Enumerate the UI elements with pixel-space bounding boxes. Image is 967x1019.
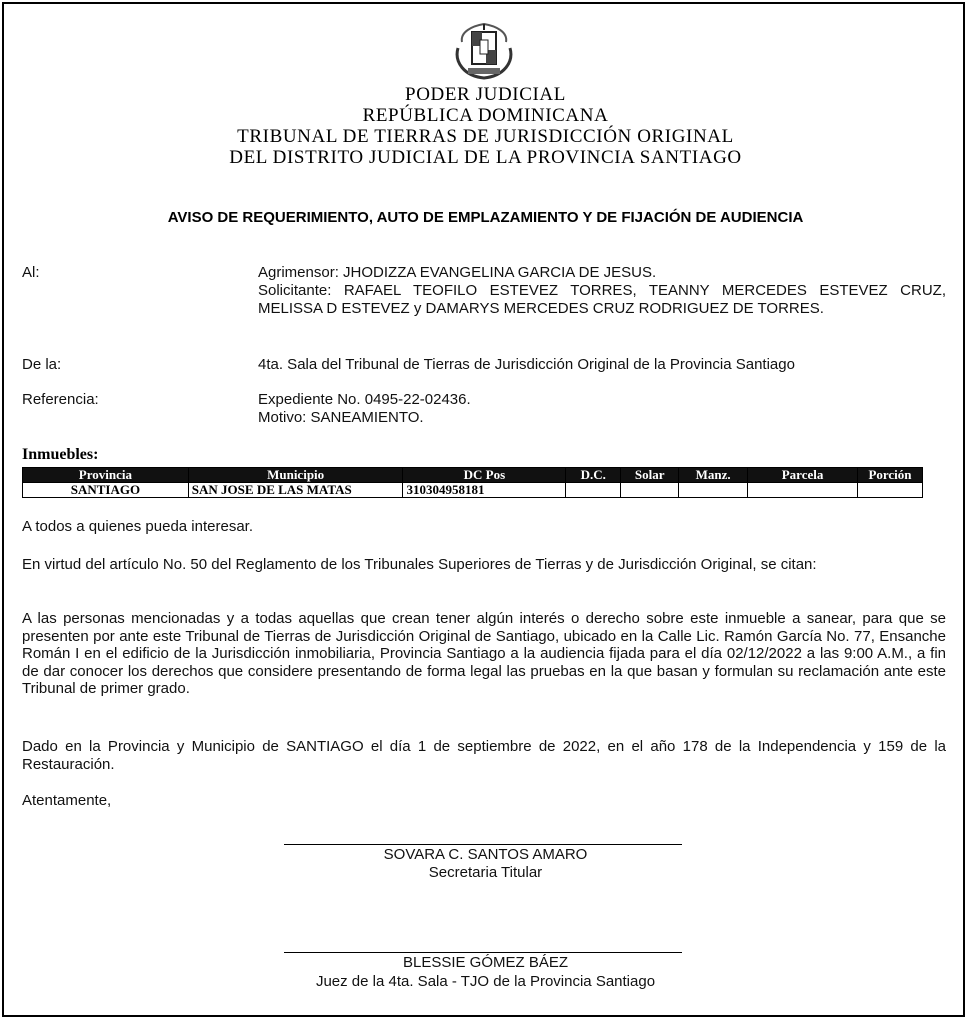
cell-provincia: SANTIAGO xyxy=(23,483,189,498)
cell-parcela xyxy=(748,483,858,498)
column-header: Solar xyxy=(621,468,679,483)
signatory-2-title: Juez de la 4ta. Sala - TJO de la Provincia Santiago xyxy=(315,973,656,990)
motivo: Motivo: SANEAMIENTO. xyxy=(258,409,424,426)
cell-municipio: SAN JOSE DE LAS MATAS xyxy=(188,483,403,498)
dela-value: 4ta. Sala del Tribunal de Tierras de Jurisdicción Original de la Provincia Santiago xyxy=(258,356,795,373)
document-page xyxy=(2,2,965,1017)
column-header: D.C. xyxy=(566,468,621,483)
court-name-line-2: REPÚBLICA DOMINICANA xyxy=(362,105,609,126)
table-row xyxy=(23,483,923,498)
citation-paragraph: A las personas mencionadas y a todas aquellas que crean tener algún interés o derecho sobre este inmueble a sanear, para que se presenten por ante este Tribunal de Tierras de Jurisdicción Original de Santiago, ubicado en la Calle Lic. Ramón García No. 77, Ensanche Román I en el edificio de la Jurisdicción inmobiliaria, Provincia Santiago a la audiencia fijada para el día 02/12/2022 a las 9:00 A.M., a fin de dar conocer los derechos que considere presentando de forma legal las pruebas en la que basan y formulan su reclamación ante este Tribunal de primer grado. xyxy=(22,610,946,697)
referencia-label: Referencia: xyxy=(22,391,99,408)
cell-dc-pos: 310304958181 xyxy=(403,483,566,498)
signature-line-1 xyxy=(284,844,682,845)
court-name-line-1: PODER JUDICIAL xyxy=(405,84,566,105)
signature-line-2 xyxy=(284,952,682,953)
closing: Atentamente, xyxy=(22,792,112,809)
column-header: Provincia xyxy=(23,468,189,483)
expediente-number: Expediente No. 0495-22-02436. xyxy=(258,391,471,408)
cell-solar xyxy=(621,483,679,498)
date-paragraph: Dado en la Provincia y Municipio de SANTIAGO el día 1 de septiembre de 2022, en el año 178 de la Independencia y 159 de la Restauración. xyxy=(22,738,946,773)
column-header: Municipio xyxy=(188,468,403,483)
court-name-line-4: DEL DISTRITO JUDICIAL DE LA PROVINCIA SANTIAGO xyxy=(229,147,742,168)
inmuebles-table xyxy=(22,467,923,498)
document-title: AVISO DE REQUERIMIENTO, AUTO DE EMPLAZAMIENTO Y DE FIJACIÓN DE AUDIENCIA xyxy=(167,209,804,226)
salutation-paragraph: A todos a quienes pueda interesar. xyxy=(22,518,254,535)
column-header: Parcela xyxy=(748,468,858,483)
coat-of-arms-icon xyxy=(450,18,518,82)
column-header: Porción xyxy=(857,468,922,483)
signatory-1-name: SOVARA C. SANTOS AMARO xyxy=(383,846,588,863)
cell-porcion xyxy=(857,483,922,498)
cell-manz xyxy=(679,483,748,498)
inmuebles-heading: Inmuebles: xyxy=(22,446,99,463)
column-header: DC Pos xyxy=(403,468,566,483)
dela-label: De la: xyxy=(22,356,62,373)
signatory-2-name: BLESSIE GÓMEZ BÁEZ xyxy=(402,954,569,971)
court-name-line-3: TRIBUNAL DE TIERRAS DE JURISDICCIÓN ORIGINAL xyxy=(237,126,734,147)
legal-basis-paragraph: En virtud del artículo No. 50 del Reglamento de los Tribunales Superiores de Tierras y de Jurisdicción Original, se citan: xyxy=(22,556,817,573)
al-surveyor: Agrimensor: JHODIZZA EVANGELINA GARCIA DE JESUS. xyxy=(258,264,657,281)
al-applicants: Solicitante: RAFAEL TEOFILO ESTEVEZ TORRES, TEANNY MERCEDES ESTEVEZ CRUZ, MELISSA D ESTEVEZ y DAMARYS MERCEDES CRUZ RODRIGUEZ DE TORRES. xyxy=(258,282,946,317)
signatory-1-title: Secretaria Titular xyxy=(428,864,543,881)
column-header: Manz. xyxy=(679,468,748,483)
al-label: Al: xyxy=(22,264,40,281)
table-header-row xyxy=(23,468,923,483)
cell-dc xyxy=(566,483,621,498)
